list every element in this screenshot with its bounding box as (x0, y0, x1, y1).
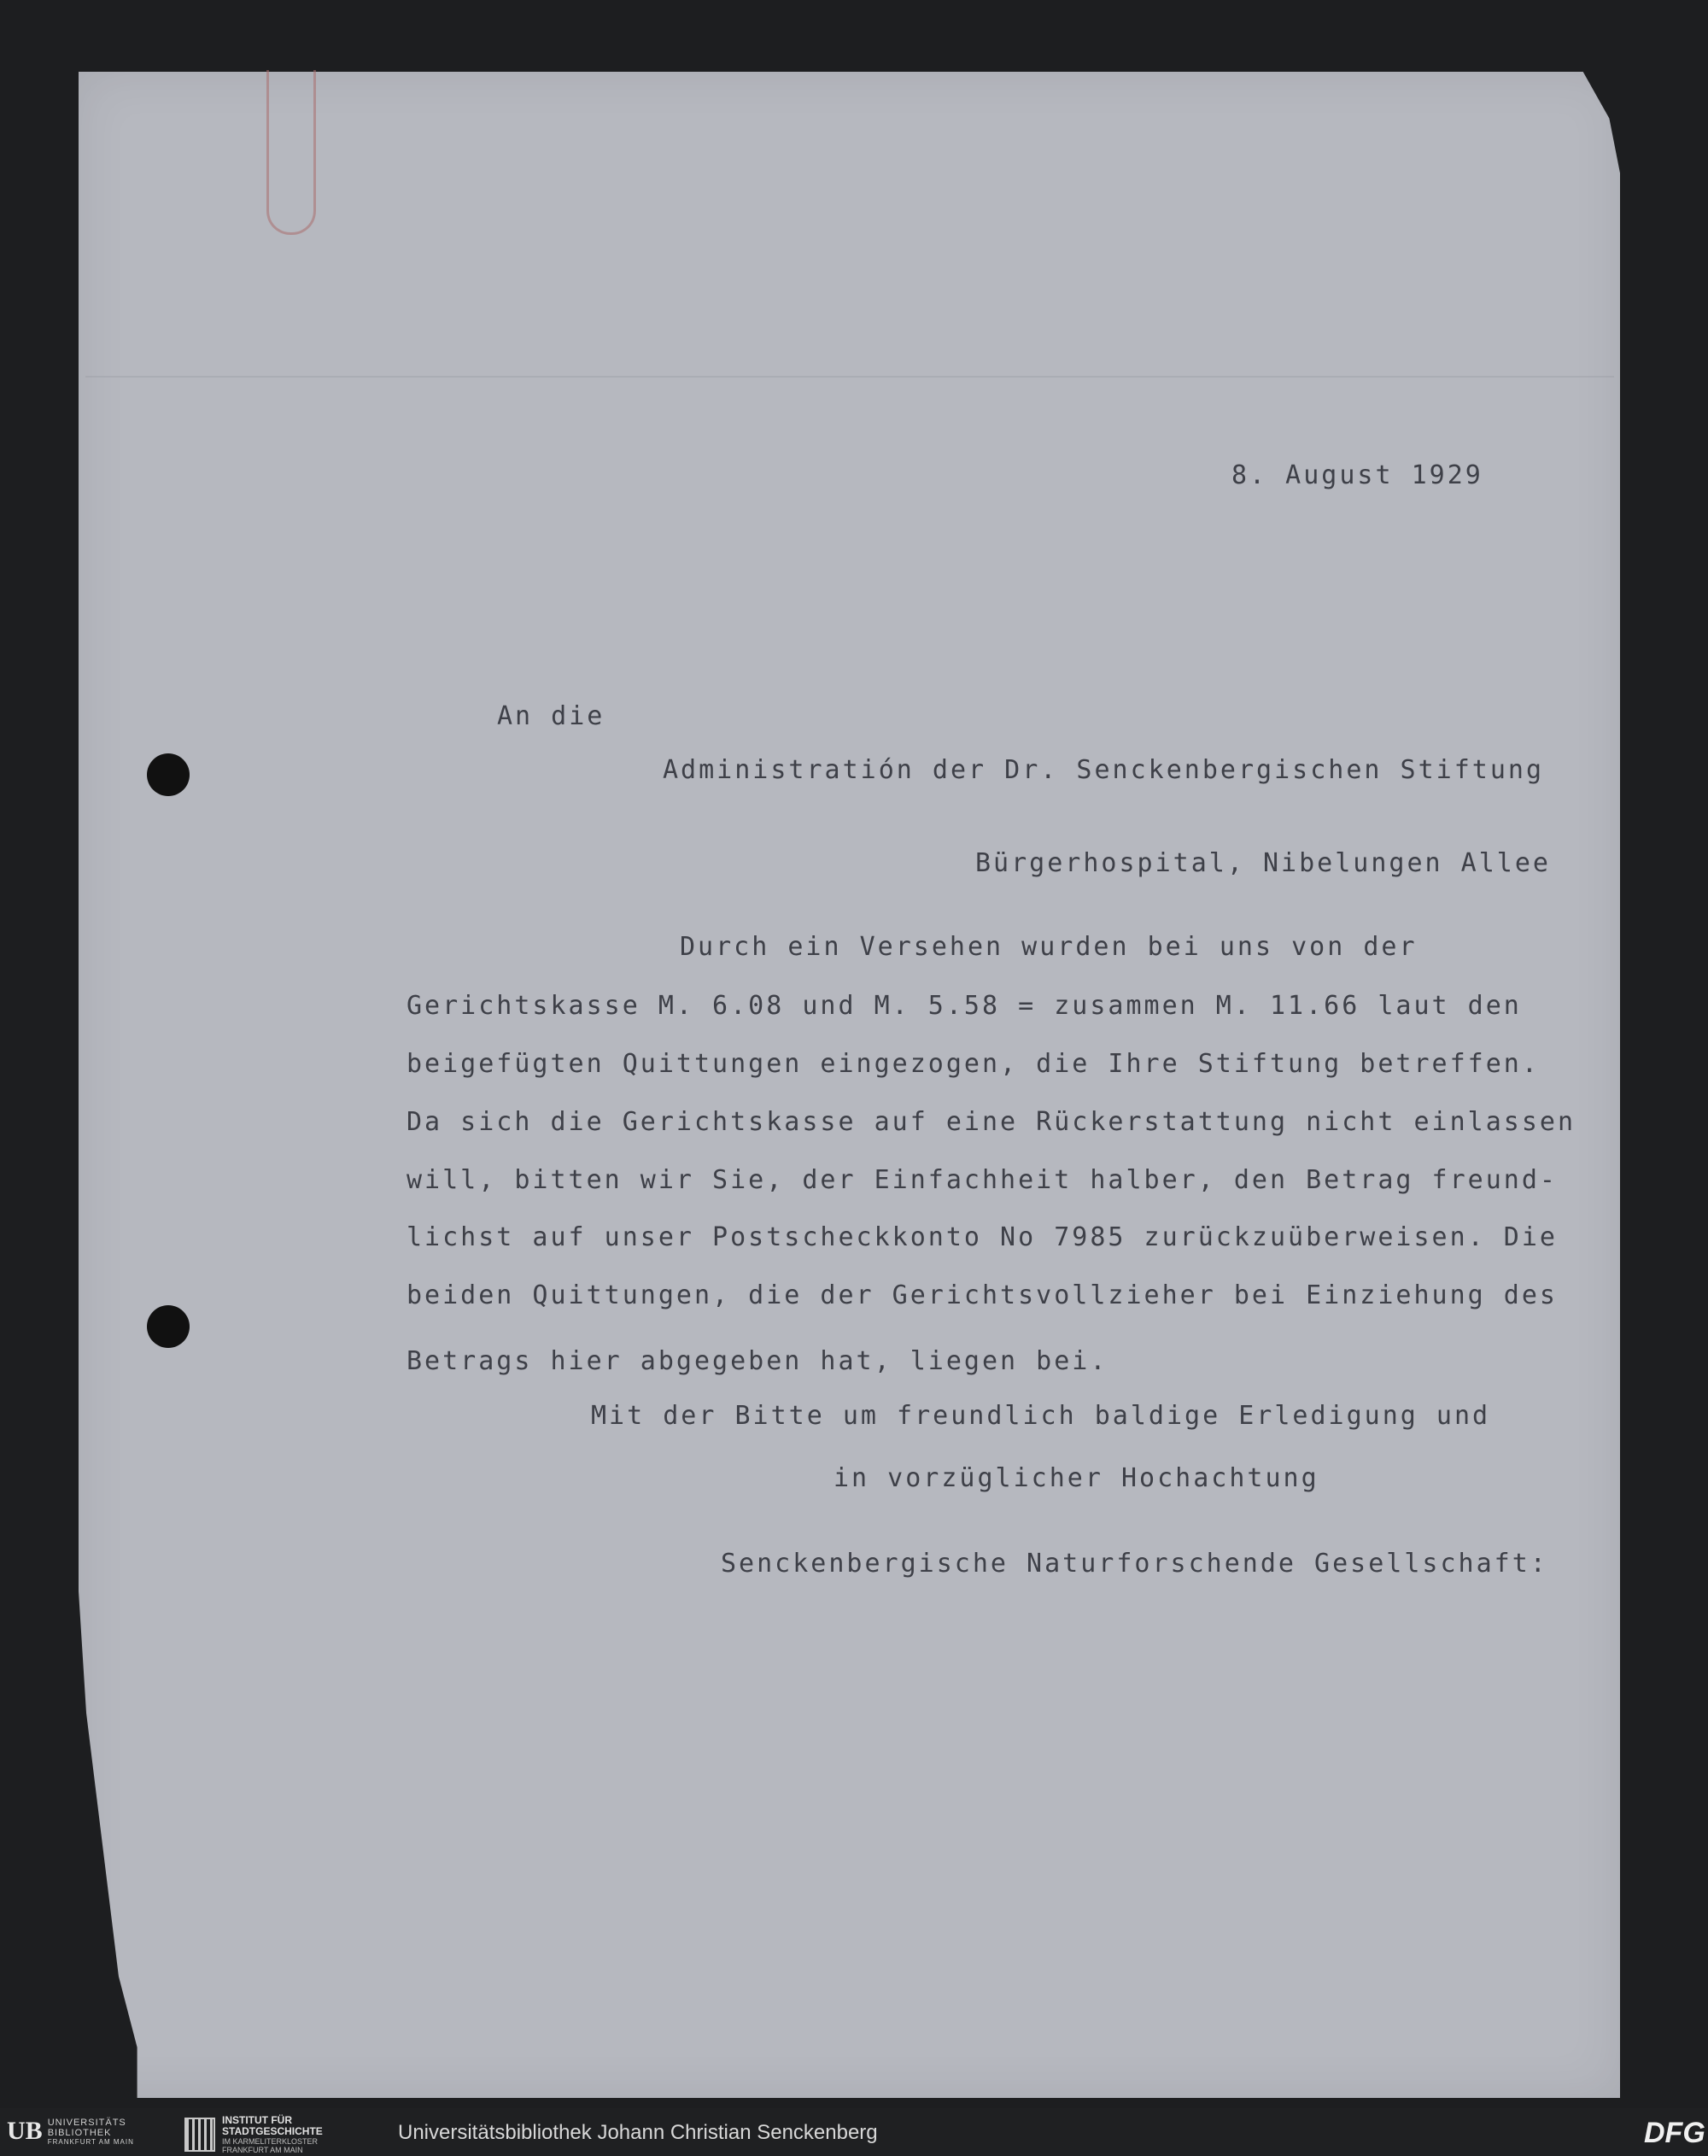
ub-line-2: BIBLIOTHEK (47, 2127, 112, 2138)
paperclip-mark (266, 70, 316, 235)
body-line-4: Da sich die Gerichtskasse auf eine Rückerstattung nicht einlassen (407, 1107, 1576, 1137)
ub-logo (7, 2117, 134, 2146)
body-line-3: beigefügten Quittungen eingezogen, die Ihre Stiftung betreffen. (407, 1049, 1540, 1079)
punch-hole-top (147, 753, 190, 796)
body-line-7: beiden Quittungen, die der Gerichtsvollzieher bei Einziehung des (407, 1280, 1558, 1310)
ifs-emblem-icon (184, 2118, 215, 2152)
footer-credit: Universitätsbibliothek Johann Christian Senckenberg (398, 2121, 878, 2144)
recipient-line-1: Administratión der Dr. Senckenbergischen Stiftung (663, 755, 1545, 785)
paper-fold-line (85, 376, 1614, 378)
closing-line-2: in vorzüglicher Hochachtung (834, 1463, 1319, 1493)
body-line-5: will, bitten wir Sie, der Einfachheit halber, den Betrag freund- (407, 1165, 1558, 1195)
letter-salutation: An die (497, 701, 605, 731)
recipient-line-2: Bürgerhospital, Nibelungen Allee (975, 848, 1551, 878)
body-line-1: Durch ein Versehen wurden bei uns von der (680, 932, 1418, 962)
ifs-text (222, 2115, 323, 2154)
dfg-logo: DFG (1644, 2117, 1705, 2149)
ub-line-3: FRANKFURT AM MAIN (47, 2137, 134, 2146)
closing-line-1: Mit der Bitte um freundlich baldige Erledigung und (591, 1401, 1491, 1431)
ifs-line-4: FRANKFURT AM MAIN (222, 2146, 303, 2154)
signature-line: Senckenbergische Naturforschende Gesellschaft: (721, 1549, 1548, 1579)
punch-hole-bottom (147, 1305, 190, 1348)
body-line-2: Gerichtskasse M. 6.08 und M. 5.58 = zusammen M. 11.66 laut den (407, 991, 1522, 1021)
ifs-line-1: INSTITUT FÜR (222, 2114, 292, 2126)
ub-line-1: UNIVERSITÄTS (47, 2117, 126, 2128)
letter-date: 8. August 1929 (1231, 460, 1483, 490)
ub-text (48, 2118, 134, 2146)
ifs-logo (184, 2115, 323, 2154)
ub-mark: UB (7, 2117, 43, 2145)
ifs-line-3: IM KARMELITERKLOSTER (222, 2137, 319, 2146)
ifs-line-2: STADTGESCHICHTE (222, 2125, 323, 2137)
body-line-6: lichst auf unser Postscheckkonto No 7985 zurückzuüberweisen. Die (407, 1222, 1558, 1252)
body-line-8: Betrags hier abgegeben hat, liegen bei. (407, 1346, 1108, 1376)
